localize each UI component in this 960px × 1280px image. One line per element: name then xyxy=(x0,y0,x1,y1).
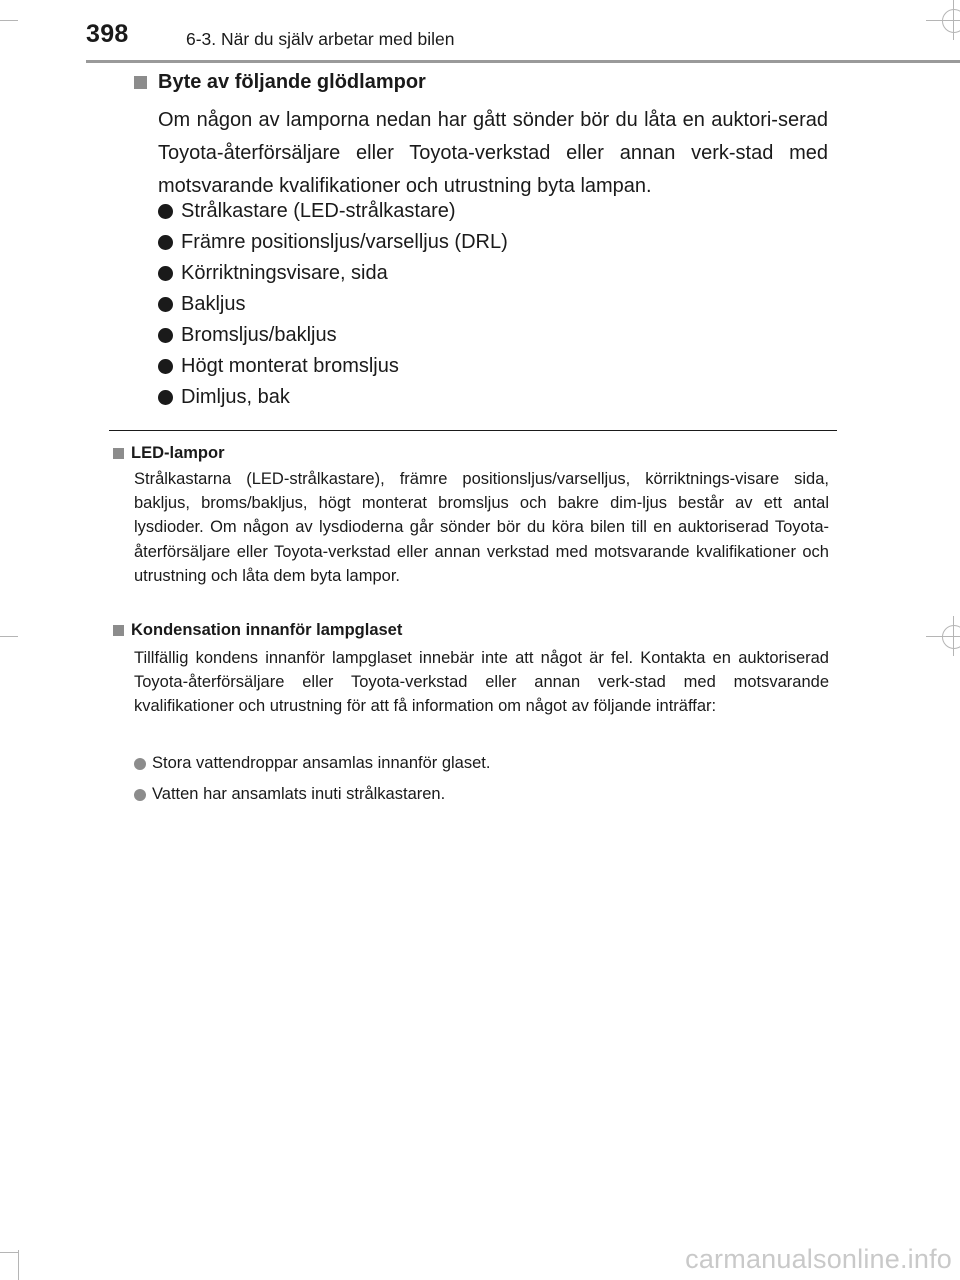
condensation-list xyxy=(134,748,490,810)
list-item: Bromsljus/bakljus xyxy=(158,320,508,351)
bulb-list xyxy=(158,196,508,413)
bullet-icon xyxy=(158,235,173,250)
list-item: Främre positionsljus/varselljus (DRL) xyxy=(158,227,508,258)
crop-mark-bottom-left xyxy=(0,1252,18,1253)
crop-mark-top-left xyxy=(0,20,18,21)
section-title: 6-3. När du själv arbetar med bilen xyxy=(186,29,455,49)
main-heading-text: Byte av följande glödlampor xyxy=(158,71,426,93)
registration-line-top-right-vertical xyxy=(953,0,954,40)
list-item: Högt monterat bromsljus xyxy=(158,351,508,382)
square-bullet-icon xyxy=(113,625,124,636)
bullet-icon xyxy=(158,390,173,405)
bullet-icon xyxy=(158,297,173,312)
note-heading-condensation: Kondensation innanför lampglaset xyxy=(113,621,402,640)
main-paragraph: Om någon av lamporna nedan har gått sönder bör du låta en auktori-serad Toyota-återförsäljare eller Toyota-verkstad eller annan verk-stad med motsvarande kvalifikationer och utrustning byta lampan. xyxy=(158,109,828,197)
list-item: Körriktningsvisare, sida xyxy=(158,258,508,289)
bullet-icon xyxy=(134,789,146,801)
main-heading xyxy=(134,71,426,94)
crop-mark-mid-left xyxy=(0,636,18,637)
list-item: Dimljus, bak xyxy=(158,382,508,413)
section-divider xyxy=(109,430,837,431)
bullet-icon xyxy=(158,359,173,374)
bullet-icon xyxy=(158,204,173,219)
bullet-icon xyxy=(134,758,146,770)
square-bullet-icon xyxy=(113,448,124,459)
page-number: 398 xyxy=(86,20,129,48)
note-heading-led: LED-lampor xyxy=(113,444,225,463)
list-item: Stora vattendroppar ansamlas innanför glaset. xyxy=(134,748,490,779)
registration-mark-mid-right xyxy=(942,625,960,649)
header-rule xyxy=(86,60,960,63)
registration-line-mid-right-vertical xyxy=(953,616,954,656)
registration-line-mid-right xyxy=(926,636,960,637)
registration-line-top-right xyxy=(926,20,960,21)
watermark: carmanualsonline.info xyxy=(685,1244,952,1274)
list-item: Vatten har ansamlats inuti strålkastaren. xyxy=(134,779,490,810)
crop-mark-bottom-left-vertical xyxy=(18,1250,19,1280)
note-paragraph-condensation: Tillfällig kondens innanför lampglaset innebär inte att något är fel. Kontakta en auktoriserad Toyota-återförsäljare eller Toyota-verkstad eller annan verk-stad med motsvarande kvalifikationer och utrustning för att få information om något av följande inträffar: xyxy=(134,649,829,716)
registration-mark-top-right xyxy=(942,9,960,33)
square-bullet-icon xyxy=(134,76,147,89)
list-item: Bakljus xyxy=(158,289,508,320)
list-item: Strålkastare (LED-strålkastare) xyxy=(158,196,508,227)
note-paragraph-led: Strålkastarna (LED-strålkastare), främre positionsljus/varselljus, körriktnings-visare sida, bakljus, broms/bakljus, högt monterat bromsljus och bakre dim-ljus består av ett antal lysdioder. Om någon av lysdioderna går sönder bör du köra bilen till en auktoriserad Toyota-återförsäljare eller Toyota-verkstad eller annan verkstad med motsvarande kvalifikationer och utrustning och låta dem byta lampor. xyxy=(134,470,829,585)
bullet-icon xyxy=(158,266,173,281)
bullet-icon xyxy=(158,328,173,343)
